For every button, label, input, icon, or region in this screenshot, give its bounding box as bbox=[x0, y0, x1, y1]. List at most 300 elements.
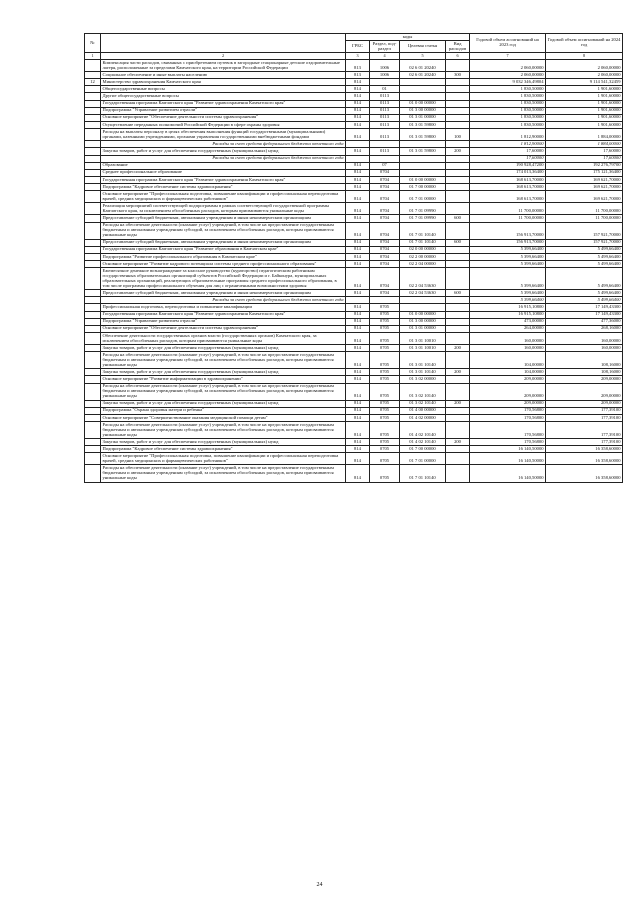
row-grbs: 814 bbox=[346, 261, 370, 268]
row-article: 02 2 04 53630 bbox=[400, 290, 446, 297]
row-razdel: 0704 bbox=[370, 203, 400, 215]
row-grbs: 814 bbox=[346, 304, 370, 311]
row-amount-2024: 5 499,66400 bbox=[546, 268, 623, 290]
row-grbs: 813 bbox=[346, 72, 370, 79]
row-razdel: 01 bbox=[370, 86, 400, 93]
row-article: 01 3 02 10140 bbox=[400, 400, 446, 407]
budget-table-container bbox=[84, 33, 622, 483]
row-razdel: 0705 bbox=[370, 383, 400, 400]
row-number bbox=[85, 304, 101, 311]
row-number bbox=[85, 184, 101, 191]
row-name: Основное мероприятие "Профессиональная подготовка, повышение квалификации и профессиональная переподготовка врачей, средних медицинских и фармацевтических работников" bbox=[101, 191, 346, 203]
row-article: 01 0 00 00000 bbox=[400, 100, 446, 107]
row-number bbox=[85, 122, 101, 129]
row-name: Другие общегосударственные вопросы bbox=[101, 93, 346, 100]
row-vid: 200 bbox=[446, 345, 470, 352]
row-razdel: 0705 bbox=[370, 439, 400, 446]
row-grbs: 814 bbox=[346, 376, 370, 383]
row-amount-2024: 17 149,43300 bbox=[546, 311, 623, 318]
row-article bbox=[400, 155, 446, 162]
row-article: 01 4 00 00000 bbox=[400, 407, 446, 414]
row-name: Закупка товаров, работ и услуг для обеспечения государственных (муниципальных) нужд bbox=[101, 148, 346, 155]
row-vid bbox=[446, 352, 470, 369]
row-razdel: 0704 bbox=[370, 191, 400, 203]
row-razdel: 0113 bbox=[370, 93, 400, 100]
row-name: Расходы на обеспечение деятельности (оказание услуг) учреждений, в том числе на предоставление государственным бюджетным и автономным учреждениям субсидий, за исключением обособленных расходов, которым присваиваются уникальные коды bbox=[101, 222, 346, 239]
row-amount-2024: 477,36000 bbox=[546, 318, 623, 325]
row-amount-2024: 17,60000 bbox=[546, 148, 623, 155]
table-row bbox=[85, 169, 623, 176]
row-amount-2023: 1 830,50000 bbox=[470, 122, 546, 129]
table-row bbox=[85, 422, 623, 439]
table-row bbox=[85, 318, 623, 325]
row-vid bbox=[446, 86, 470, 93]
row-amount-2023: 156 913,70000 bbox=[470, 239, 546, 246]
row-amount-2024: 1 901,60000 bbox=[546, 86, 623, 93]
row-grbs: 814 bbox=[346, 169, 370, 176]
row-vid bbox=[446, 268, 470, 290]
budget-table-body bbox=[85, 59, 623, 482]
row-amount-2023: 11 700,00000 bbox=[470, 203, 546, 215]
row-number bbox=[85, 215, 101, 222]
row-grbs: 814 bbox=[346, 215, 370, 222]
row-vid bbox=[446, 222, 470, 239]
row-razdel: 07 bbox=[370, 162, 400, 169]
row-name: Основное мероприятие "Обеспечение деятельности системы здравоохранения" bbox=[101, 325, 346, 332]
row-article bbox=[400, 93, 446, 100]
table-row bbox=[85, 439, 623, 446]
row-vid bbox=[446, 79, 470, 86]
row-amount-2023: 209,00000 bbox=[470, 376, 546, 383]
row-article: 01 7 01 10140 bbox=[400, 465, 446, 482]
row-article: 02 6 01 20240 bbox=[400, 72, 446, 79]
row-amount-2024: 177,39100 bbox=[546, 407, 623, 414]
row-grbs: 814 bbox=[346, 369, 370, 376]
table-row bbox=[85, 72, 623, 79]
row-article: 01 7 01 09990 bbox=[400, 215, 446, 222]
row-amount-2023: 16 140,50000 bbox=[470, 453, 546, 465]
table-row bbox=[85, 407, 623, 414]
row-amount-2024: 2 060,00000 bbox=[546, 59, 623, 71]
row-vid: 200 bbox=[446, 369, 470, 376]
row-article bbox=[400, 304, 446, 311]
row-razdel: 0705 bbox=[370, 345, 400, 352]
row-name: Расходы за счет средств федерального бюджета отчетного года bbox=[101, 155, 346, 162]
row-name: Среднее профессиональное образование bbox=[101, 169, 346, 176]
row-name: Компенсация части расходов, связанных с приобретением путевок в загородные стационарные детские оздоровительные лагеря, расположенные за пределами Камчатского края, на территории Российской Федерации bbox=[101, 59, 346, 71]
row-amount-2024: 17 149,43300 bbox=[546, 304, 623, 311]
row-amount-2023: 168 613,70000 bbox=[470, 184, 546, 191]
row-amount-2024: 9 114 541,32459 bbox=[546, 79, 623, 86]
row-amount-2024: 5 499,66400 bbox=[546, 253, 623, 260]
row-razdel: 0113 bbox=[370, 129, 400, 141]
row-razdel: 0704 bbox=[370, 261, 400, 268]
row-grbs: 814 bbox=[346, 453, 370, 465]
row-number bbox=[85, 222, 101, 239]
row-amount-2024: 108,16000 bbox=[546, 369, 623, 376]
row-razdel: 0704 bbox=[370, 290, 400, 297]
header-index-row bbox=[85, 53, 623, 60]
row-amount-2024: 108,16000 bbox=[546, 352, 623, 369]
row-vid bbox=[446, 59, 470, 71]
row-article bbox=[400, 162, 446, 169]
row-name: Расходы на обеспечение деятельности (оказание услуг) учреждений, в том числе на предоставление государственным бюджетным и автономным учреждениям субсидий, за исключением обособленных расходов, которым присваиваются уникальные коды bbox=[101, 383, 346, 400]
row-name: Профессиональная подготовка, переподготовка и повышение квалификации bbox=[101, 304, 346, 311]
row-razdel: 1006 bbox=[370, 72, 400, 79]
row-article: 01 4 02 00000 bbox=[400, 414, 446, 421]
row-grbs: 814 bbox=[346, 239, 370, 246]
row-razdel: 0705 bbox=[370, 400, 400, 407]
row-article: 01 3 00 00000 bbox=[400, 107, 446, 114]
row-razdel: 0705 bbox=[370, 352, 400, 369]
row-vid: 300 bbox=[446, 72, 470, 79]
row-amount-2024: 157 921,70000 bbox=[546, 239, 623, 246]
row-grbs: 814 bbox=[346, 422, 370, 439]
row-name: Подпрограмма "Охрана здоровья матери и ребенка" bbox=[101, 407, 346, 414]
row-name: Подпрограмма "Управление развитием отрасли" bbox=[101, 318, 346, 325]
row-number bbox=[85, 325, 101, 332]
row-vid bbox=[446, 176, 470, 183]
row-amount-2024: 1 901,60000 bbox=[546, 122, 623, 129]
row-amount-2024: 1 901,60000 bbox=[546, 114, 623, 121]
row-number bbox=[85, 376, 101, 383]
row-article bbox=[400, 86, 446, 93]
row-number bbox=[85, 191, 101, 203]
row-number bbox=[85, 246, 101, 253]
row-number bbox=[85, 141, 101, 148]
row-vid bbox=[446, 446, 470, 453]
row-article: 01 3 02 10140 bbox=[400, 383, 446, 400]
row-number bbox=[85, 297, 101, 304]
row-number bbox=[85, 414, 101, 421]
table-row bbox=[85, 79, 623, 86]
row-grbs: 814 bbox=[346, 100, 370, 107]
row-amount-2024: 160,00000 bbox=[546, 333, 623, 345]
table-row bbox=[85, 100, 623, 107]
index-cell: 4 bbox=[370, 53, 400, 60]
row-vid bbox=[446, 114, 470, 121]
row-number bbox=[85, 86, 101, 93]
row-amount-2024: 1 884,00000 bbox=[546, 129, 623, 141]
row-vid bbox=[446, 203, 470, 215]
row-razdel: 0704 bbox=[370, 268, 400, 290]
row-amount-2024: 169 621,70000 bbox=[546, 184, 623, 191]
row-number bbox=[85, 439, 101, 446]
table-row bbox=[85, 162, 623, 169]
table-row bbox=[85, 369, 623, 376]
table-row bbox=[85, 268, 623, 290]
row-name: Расходы на обеспечение деятельности (оказание услуг) учреждений, в том числе на предоставление государственным бюджетным и автономным учреждениям субсидий, за исключением обособленных расходов, которым присваиваются уникальные коды bbox=[101, 465, 346, 482]
row-number bbox=[85, 107, 101, 114]
row-grbs: 814 bbox=[346, 246, 370, 253]
row-name: Подпрограмма "Управление развитием отрасли" bbox=[101, 107, 346, 114]
row-number bbox=[85, 345, 101, 352]
row-vid bbox=[446, 297, 470, 304]
row-amount-2024: 160,00000 bbox=[546, 345, 623, 352]
row-amount-2024: 1 884,00000 bbox=[546, 141, 623, 148]
row-grbs: 814 bbox=[346, 176, 370, 183]
row-number bbox=[85, 422, 101, 439]
row-vid bbox=[446, 383, 470, 400]
table-row bbox=[85, 59, 623, 71]
row-article bbox=[400, 297, 446, 304]
row-grbs: 814 bbox=[346, 407, 370, 414]
row-vid: 600 bbox=[446, 290, 470, 297]
table-row bbox=[85, 325, 623, 332]
row-amount-2023: 264,00000 bbox=[470, 325, 546, 332]
row-vid bbox=[446, 107, 470, 114]
row-number bbox=[85, 148, 101, 155]
row-number bbox=[85, 407, 101, 414]
row-amount-2024: 157 921,70000 bbox=[546, 222, 623, 239]
row-name: Предоставление субсидий бюджетным, автономным учреждениям и иным некоммерческим организациям bbox=[101, 239, 346, 246]
row-vid bbox=[446, 261, 470, 268]
row-number bbox=[85, 446, 101, 453]
row-grbs: 814 bbox=[346, 122, 370, 129]
row-amount-2023: 1 812,90000 bbox=[470, 141, 546, 148]
row-vid bbox=[446, 253, 470, 260]
row-grbs: 814 bbox=[346, 268, 370, 290]
row-amount-2024: 17,60000 bbox=[546, 155, 623, 162]
row-grbs: 814 bbox=[346, 446, 370, 453]
row-razdel: 0704 bbox=[370, 169, 400, 176]
row-vid bbox=[446, 376, 470, 383]
row-razdel: 0705 bbox=[370, 414, 400, 421]
row-article: 01 3 01 10010 bbox=[400, 345, 446, 352]
table-row bbox=[85, 129, 623, 141]
header-name bbox=[101, 34, 346, 53]
index-cell: 8 bbox=[546, 53, 623, 60]
row-name: Закупка товаров, работ и услуг для обеспечения государственных (муниципальных) нужд bbox=[101, 400, 346, 407]
row-grbs: 814 bbox=[346, 203, 370, 215]
row-razdel: 0705 bbox=[370, 318, 400, 325]
row-grbs bbox=[346, 141, 370, 148]
row-name: Государственная программа Камчатского края "Развитие здравоохранения Камчатского края" bbox=[101, 176, 346, 183]
row-grbs: 814 bbox=[346, 148, 370, 155]
row-razdel: 0113 bbox=[370, 114, 400, 121]
row-number bbox=[85, 93, 101, 100]
row-amount-2024: 5 499,66400 bbox=[546, 290, 623, 297]
row-grbs bbox=[346, 155, 370, 162]
table-row bbox=[85, 311, 623, 318]
row-amount-2023: 5 399,66400 bbox=[470, 297, 546, 304]
row-grbs: 814 bbox=[346, 400, 370, 407]
row-razdel: 0704 bbox=[370, 222, 400, 239]
row-grbs: 814 bbox=[346, 93, 370, 100]
row-razdel: 0704 bbox=[370, 246, 400, 253]
row-amount-2024: 177,39100 bbox=[546, 439, 623, 446]
row-amount-2023: 5 399,66400 bbox=[470, 290, 546, 297]
row-amount-2023: 17,60000 bbox=[470, 155, 546, 162]
table-row bbox=[85, 352, 623, 369]
row-article: 01 4 02 10140 bbox=[400, 439, 446, 446]
row-razdel: 0705 bbox=[370, 311, 400, 318]
row-article: 01 3 01 00000 bbox=[400, 114, 446, 121]
row-amount-2023: 209,00000 bbox=[470, 383, 546, 400]
row-amount-2024: 209,00000 bbox=[546, 376, 623, 383]
row-grbs: 814 bbox=[346, 325, 370, 332]
row-vid bbox=[446, 169, 470, 176]
index-cell: 2 bbox=[101, 53, 346, 60]
row-name: Общегосударственные вопросы bbox=[101, 86, 346, 93]
row-amount-2023: 104,00000 bbox=[470, 369, 546, 376]
row-vid: 600 bbox=[446, 215, 470, 222]
table-row bbox=[85, 107, 623, 114]
row-razdel bbox=[370, 297, 400, 304]
row-vid bbox=[446, 318, 470, 325]
row-amount-2023: 174 013,36400 bbox=[470, 169, 546, 176]
row-grbs: 814 bbox=[346, 222, 370, 239]
table-row bbox=[85, 122, 623, 129]
row-razdel: 0113 bbox=[370, 122, 400, 129]
row-number bbox=[85, 333, 101, 345]
index-cell: 7 bbox=[470, 53, 546, 60]
table-row bbox=[85, 191, 623, 203]
row-grbs: 814 bbox=[346, 311, 370, 318]
table-row bbox=[85, 333, 623, 345]
table-row bbox=[85, 141, 623, 148]
row-name: Реализация мероприятий соответствующей подпрограммы в рамках соответствующей государственной программы Камчатского края, за исключением обособленных расходов, которым присваиваются уникальные коды bbox=[101, 203, 346, 215]
row-razdel: 0704 bbox=[370, 253, 400, 260]
table-row bbox=[85, 203, 623, 215]
row-amount-2024: 5 499,66400 bbox=[546, 297, 623, 304]
row-vid bbox=[446, 422, 470, 439]
row-name: Основное мероприятие "Развитие кадрового потенциала системы среднего профессионального образования" bbox=[101, 261, 346, 268]
table-row bbox=[85, 446, 623, 453]
row-amount-2023: 190 928,47200 bbox=[470, 162, 546, 169]
row-article: 01 7 01 10140 bbox=[400, 222, 446, 239]
table-row bbox=[85, 222, 623, 239]
row-vid bbox=[446, 184, 470, 191]
row-grbs: 814 bbox=[346, 333, 370, 345]
row-amount-2023: 156 913,70000 bbox=[470, 222, 546, 239]
row-amount-2023: 11 700,00000 bbox=[470, 215, 546, 222]
row-amount-2023: 5 399,66400 bbox=[470, 268, 546, 290]
row-name: Социальное обеспечение и иные выплаты населению bbox=[101, 72, 346, 79]
row-amount-2024: 5 499,66400 bbox=[546, 246, 623, 253]
row-vid bbox=[446, 453, 470, 465]
row-article: 01 3 01 59800 bbox=[400, 129, 446, 141]
row-vid bbox=[446, 141, 470, 148]
header-codes: коды bbox=[346, 34, 470, 41]
row-vid bbox=[446, 162, 470, 169]
table-row bbox=[85, 304, 623, 311]
row-name: Предоставление субсидий бюджетным, автономным учреждениям и иным некоммерческим организациям bbox=[101, 215, 346, 222]
table-row bbox=[85, 253, 623, 260]
row-number bbox=[85, 203, 101, 215]
row-amount-2023: 1 830,50000 bbox=[470, 100, 546, 107]
row-article: 01 7 01 00000 bbox=[400, 453, 446, 465]
row-article: 02 2 04 00000 bbox=[400, 261, 446, 268]
row-vid bbox=[446, 304, 470, 311]
row-amount-2024: 177,39100 bbox=[546, 414, 623, 421]
row-amount-2023: 5 399,66400 bbox=[470, 246, 546, 253]
row-number: 12 bbox=[85, 79, 101, 86]
row-razdel: 0705 bbox=[370, 369, 400, 376]
row-name: Расходы на выплаты персоналу в целях обеспечения выполнения функций государственными (муниципальными) органами, казенными учреждениями, органами управления государственными внебюджетными фондами bbox=[101, 129, 346, 141]
row-grbs: 813 bbox=[346, 59, 370, 71]
row-amount-2023: 9 032 346,49804 bbox=[470, 79, 546, 86]
row-razdel bbox=[370, 155, 400, 162]
row-article: 02 2 00 00000 bbox=[400, 253, 446, 260]
header-razdel: Раздел, под-раздел bbox=[370, 41, 400, 53]
row-number bbox=[85, 400, 101, 407]
row-name: Государственная программа Камчатского края "Развитие образования в Камчатском крае" bbox=[101, 246, 346, 253]
row-article: 01 3 01 10010 bbox=[400, 333, 446, 345]
row-article: 01 3 00 00000 bbox=[400, 318, 446, 325]
row-vid bbox=[446, 311, 470, 318]
row-razdel: 0705 bbox=[370, 376, 400, 383]
row-amount-2023: 170,56800 bbox=[470, 439, 546, 446]
row-name: Государственная программа Камчатского края "Развитие здравоохранения Камчатского края" bbox=[101, 100, 346, 107]
row-grbs: 814 bbox=[346, 129, 370, 141]
row-article: 02 2 04 53630 bbox=[400, 268, 446, 290]
row-razdel: 0704 bbox=[370, 176, 400, 183]
row-razdel: 0705 bbox=[370, 333, 400, 345]
row-number bbox=[85, 72, 101, 79]
row-amount-2024: 16 358,60000 bbox=[546, 465, 623, 482]
row-amount-2023: 1 830,50000 bbox=[470, 93, 546, 100]
row-razdel: 0705 bbox=[370, 453, 400, 465]
row-name: Основное мероприятие "Совершенствование оказания медицинской помощи детям" bbox=[101, 414, 346, 421]
row-amount-2023: 160,00000 bbox=[470, 345, 546, 352]
row-number bbox=[85, 261, 101, 268]
row-name: Государственная программа Камчатского края "Развитие здравоохранения Камчатского края" bbox=[101, 311, 346, 318]
row-amount-2024: 192 276,79700 bbox=[546, 162, 623, 169]
row-number bbox=[85, 352, 101, 369]
row-number bbox=[85, 155, 101, 162]
row-grbs: 814 bbox=[346, 191, 370, 203]
table-row bbox=[85, 148, 623, 155]
row-article: 01 7 01 00000 bbox=[400, 191, 446, 203]
row-article: 01 3 01 59800 bbox=[400, 122, 446, 129]
table-row bbox=[85, 465, 623, 482]
row-number bbox=[85, 465, 101, 482]
table-row bbox=[85, 215, 623, 222]
row-amount-2024: 177,39100 bbox=[546, 422, 623, 439]
row-name: Предоставление субсидий бюджетным, автономным учреждениям и иным некоммерческим организациям bbox=[101, 290, 346, 297]
row-name: Ежемесячное денежное вознаграждение за классное руководство (кураторство) педагогическим работникам государственных образовательных организаций субъектов Российской Федерации и г. Байконура, муниципальных образовательных организаций, реализующих образовательные программы среднего профессионального образования, в том числе программы профессионального обучения для лиц с ограниченными возможностями здоровья bbox=[101, 268, 346, 290]
row-amount-2024: 169 621,70000 bbox=[546, 176, 623, 183]
row-amount-2023: 1 830,50000 bbox=[470, 107, 546, 114]
row-razdel: 0704 bbox=[370, 184, 400, 191]
row-amount-2023: 5 399,66400 bbox=[470, 253, 546, 260]
row-amount-2023: 16 140,50000 bbox=[470, 465, 546, 482]
row-number bbox=[85, 290, 101, 297]
row-amount-2024: 16 358,60000 bbox=[546, 446, 623, 453]
row-amount-2024: 5 499,66400 bbox=[546, 261, 623, 268]
row-grbs: 814 bbox=[346, 352, 370, 369]
table-row bbox=[85, 414, 623, 421]
row-grbs: 814 bbox=[346, 383, 370, 400]
row-article: 02 6 01 20240 bbox=[400, 59, 446, 71]
table-row bbox=[85, 290, 623, 297]
row-amount-2024: 16 358,60000 bbox=[546, 453, 623, 465]
row-vid bbox=[446, 155, 470, 162]
row-vid bbox=[446, 333, 470, 345]
row-grbs: 814 bbox=[346, 162, 370, 169]
row-number bbox=[85, 162, 101, 169]
row-grbs: 814 bbox=[346, 184, 370, 191]
header-vid: Вид расходов bbox=[446, 41, 470, 53]
row-vid bbox=[446, 122, 470, 129]
row-amount-2024: 175 121,36400 bbox=[546, 169, 623, 176]
row-article: 01 3 01 59800 bbox=[400, 148, 446, 155]
header-article: Целевая статья bbox=[400, 41, 446, 53]
row-number bbox=[85, 169, 101, 176]
row-amount-2023: 17,60000 bbox=[470, 148, 546, 155]
row-name: Осуществление переданных полномочий Российской Федерации в сфере охраны здоровья bbox=[101, 122, 346, 129]
